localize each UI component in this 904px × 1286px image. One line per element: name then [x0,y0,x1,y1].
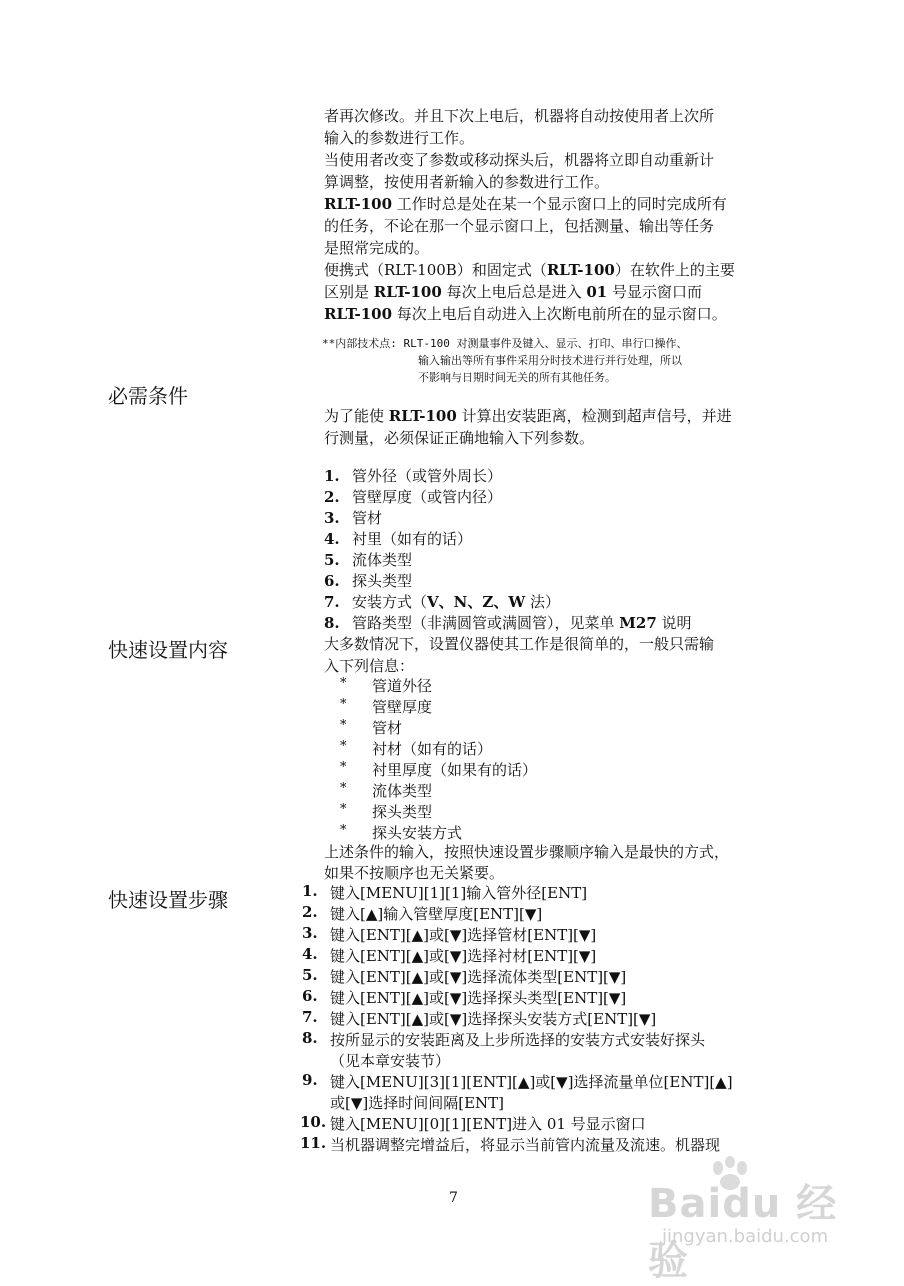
paragraph-line [324,194,727,215]
product-name: RLT-100 [546,261,615,279]
step-number: 11. [300,1134,327,1152]
text-span: 便携式（RLT-100B）和固定式（ [324,261,547,279]
step-text: 键入[MENU][3][1][ENT][▲]或[▼]选择流量单位[ENT][▲] [330,1073,733,1091]
tech-note-line: **内部技术点: RLT-100 对测量事件及键入、显示、打印、串行口操作、 [322,337,688,350]
list-number: 3. [324,509,340,527]
list-text [352,592,560,612]
paragraph-line: 大多数情况下，设置仪器使其工作是很简单的，一般只需输 [324,635,715,653]
step-text: 键入[ENT][▲]或[▼]选择衬材[ENT][▼] [330,947,597,965]
menu-ref: M27 [619,614,657,632]
bullet-mark: * [340,781,347,796]
tech-note-line: 输入输出等所有事件采用分时技术进行并行处理，所以 [418,354,682,367]
step-text-continued: （见本章安装节） [330,1052,451,1070]
paragraph-line [324,260,735,281]
list-text: 管外径（或管外周长） [352,467,503,485]
text-span: ）在软件上的主要 [614,261,735,279]
list-number: 6. [324,572,340,590]
paragraph-line: 行测量，必须保证正确地输入下列参数。 [324,429,595,447]
bullet-item: 探头安装方式 [372,824,463,842]
list-number: 1. [324,467,340,485]
watermark-logo: Baidu 经验 [648,1181,838,1284]
text-span: 法） [525,593,560,611]
step-number: 4. [302,945,318,963]
bullet-item: 流体类型 [372,782,433,800]
bullet-mark: * [340,823,347,838]
step-number: 7. [302,1008,318,1026]
step-number: 5. [302,966,318,984]
paragraph-line: 入下列信息： [324,657,415,675]
text-span: 管路类型（非满圆管或满圆管），见菜单 [352,614,620,632]
paragraph-line: 上述条件的输入，按照快速设置步骤顺序输入是最快的方式， [324,843,730,861]
paragraph-line: 者再次修改。并且下次上电后，机器将自动按使用者上次所 [324,107,715,125]
text-span: 区别是 [324,283,374,301]
list-number: 2. [324,488,340,506]
section-heading-required: 必需条件 [108,384,188,408]
step-text: 键入[MENU][1][1]输入管外径[ENT] [330,884,588,902]
paragraph-line: 算调整，按使用者新输入的参数进行工作。 [324,173,610,191]
step-number: 3. [302,924,318,942]
paragraph-line: 如果不按顺序也无关紧要。 [324,864,505,882]
list-text [352,613,692,633]
list-text: 管壁厚度（或管内径） [352,488,503,506]
bullet-item: 管道外径 [372,677,433,695]
text-span: 号显示窗口而 [607,283,702,301]
step-number: 2. [302,903,318,921]
bullet-mark: * [340,739,347,754]
paragraph-line: 输入的参数进行工作。 [324,129,475,147]
bullet-mark: * [340,802,347,817]
text-span: 每次上电后总是进入 [441,283,587,301]
tech-note-line: 不影响与日期时间无关的所有其他任务。 [418,371,616,384]
step-text: 键入[ENT][▲]或[▼]选择探头类型[ENT][▼] [330,989,627,1007]
step-number: 10. [300,1113,327,1131]
step-text: 键入[▲]输入管壁厚度[ENT][▼] [330,905,543,923]
list-text: 管材 [352,509,383,527]
product-name: RLT-100 [373,283,442,301]
watermark-url: jingyan.baidu.com [662,1226,829,1247]
step-text: 按所显示的安装距离及上步所选择的安装方式安装好探头 [330,1031,706,1049]
step-text: 键入[MENU][0][1][ENT]进入 01 号显示窗口 [330,1115,646,1133]
step-text: 键入[ENT][▲]或[▼]选择流体类型[ENT][▼] [330,968,627,986]
section-heading-quick-content: 快速设置内容 [108,638,228,662]
bullet-item: 管壁厚度 [372,698,433,716]
paragraph-line [324,282,702,303]
paragraph-line: 是照常完成的。 [324,239,430,257]
text-span: 计算出安装距离，检测到超声信号，并进 [456,407,732,425]
list-number: 5. [324,551,340,569]
step-number: 6. [302,987,318,1005]
bullet-mark: * [340,760,347,775]
step-text-continued: 或[▼]选择时间间隔[ENT] [330,1094,505,1112]
paragraph-line: 的任务，不论在那一个显示窗口上，包括测量、输出等任务 [324,217,715,235]
step-text: 当机器调整完增益后，将显示当前管内流量及流速。机器现 [330,1136,721,1154]
list-text: 探头类型 [352,572,413,590]
page-number: 7 [449,1190,458,1206]
bullet-item: 衬里厚度（如果有的话） [372,761,538,779]
baidu-watermark [640,1170,870,1284]
text-span: 说明 [656,614,692,632]
install-methods: V、N、Z、W [427,593,526,611]
bullet-item: 衬材（如有的话） [372,740,493,758]
bullet-mark: * [340,697,347,712]
section-heading-quick-steps: 快速设置步骤 [108,888,228,912]
paragraph-line [324,406,732,427]
step-text: 键入[ENT][▲]或[▼]选择探头安装方式[ENT][▼] [330,1010,657,1028]
text-span: 工作时总是处在某一个显示窗口上的同时完成所有 [392,195,727,213]
list-number: 4. [324,530,340,548]
product-name: RLT-100 [324,195,393,213]
product-name: RLT-100 [324,305,393,323]
step-number: 1. [302,882,318,900]
paragraph-line [324,304,727,325]
bullet-mark: * [340,676,347,691]
bullet-item: 探头类型 [372,803,433,821]
paragraph-line: 当使用者改变了参数或移动探头后，机器将立即自动重新计 [324,151,715,169]
bullet-mark: * [340,718,347,733]
step-number: 8. [302,1029,318,1047]
text-span: 每次上电后自动进入上次断电前所在的显示窗口。 [392,305,727,323]
step-number: 9. [302,1071,318,1089]
step-text: 键入[ENT][▲]或[▼]选择管材[ENT][▼] [330,926,597,944]
list-number: 8. [324,614,340,632]
list-number: 7. [324,593,340,611]
window-number: 01 [586,283,608,301]
product-name: RLT-100 [388,407,457,425]
text-span: 为了能使 [324,407,389,425]
list-text: 流体类型 [352,551,413,569]
list-text: 衬里（如有的话） [352,530,473,548]
text-span: 安装方式（ [352,593,428,611]
bullet-item: 管材 [372,719,403,737]
